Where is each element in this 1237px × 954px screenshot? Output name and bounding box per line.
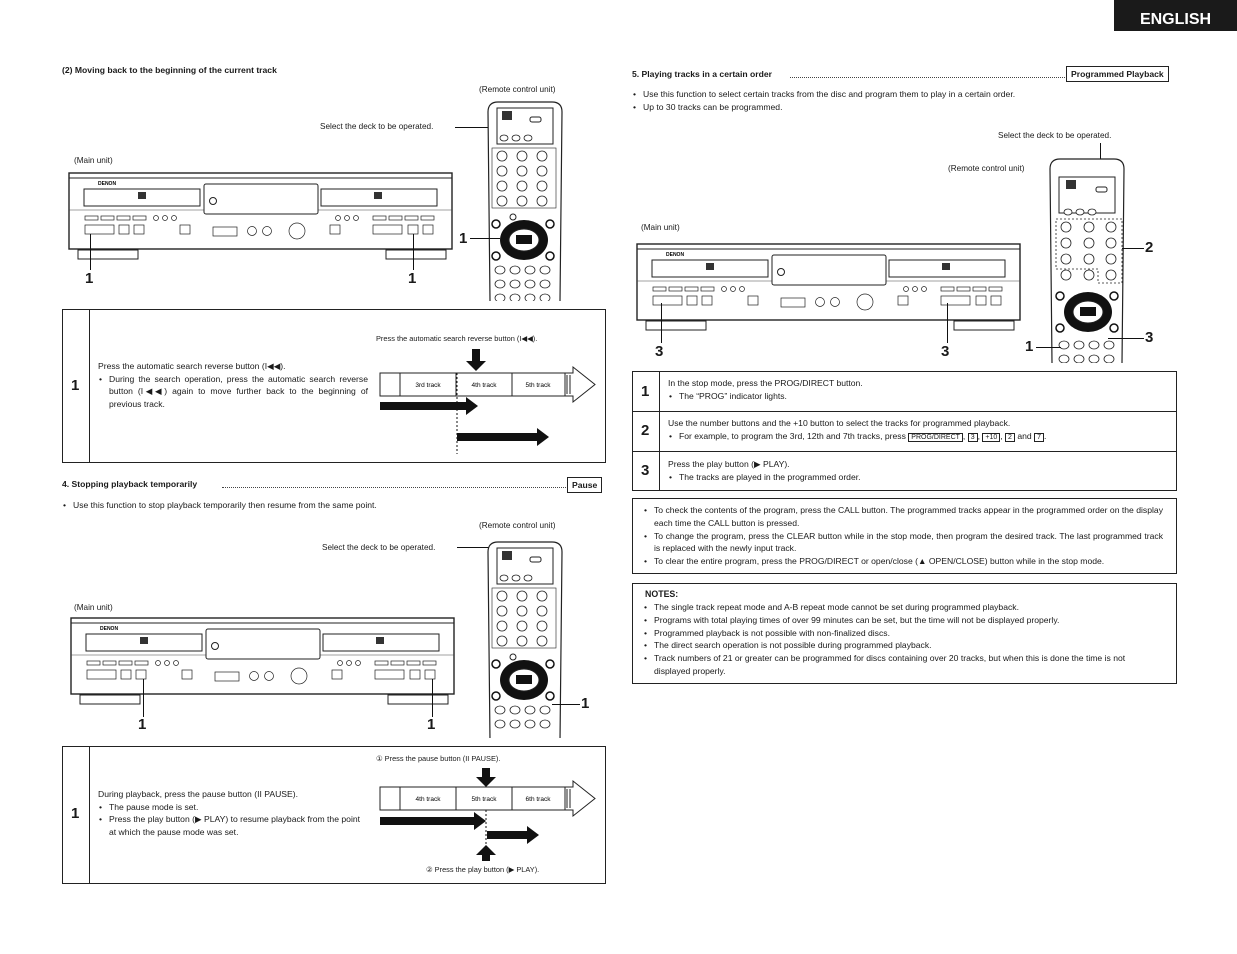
remote-label: (Remote control unit): [479, 85, 556, 94]
main-unit-label: (Main unit): [641, 223, 680, 232]
callout-line: [947, 303, 948, 343]
callout-number: 1: [427, 716, 436, 733]
tip-item: • To check the contents of the program, press the CALL button. The programmed tracks appear in the programmed order on the display each time the CALL button is pressed.: [643, 504, 1163, 530]
step-number: 1: [71, 805, 80, 822]
main-unit-illustration: [68, 172, 453, 262]
cd-recorder-drawing: [68, 172, 453, 262]
intro-bullet: • Use this function to stop playback temporarily then resume from the same point.: [62, 499, 582, 512]
step-number: 2: [641, 422, 650, 439]
diagram-caption: ① Press the pause button (II PAUSE).: [376, 754, 501, 763]
intro-bullet: • Up to 30 tracks can be programmed.: [632, 101, 1172, 114]
track-label: 4th track: [415, 796, 441, 803]
remote-label: (Remote control unit): [948, 164, 1025, 173]
remote-control-illustration: [482, 98, 568, 301]
function-tag: Pause: [567, 477, 602, 493]
key-2: 2: [1005, 433, 1015, 442]
step-text: In the stop mode, press the PROG/DIRECT button. • The “PROG” indicator lights.: [668, 377, 1168, 402]
callout-line: [1108, 338, 1144, 339]
section-title: 5. Playing tracks in a certain order: [632, 69, 772, 79]
track-label: 6th track: [525, 796, 551, 803]
step-text: Use the number buttons and the +10 button to select the tracks for programmed playback. • For example, to program the 3rd, 12th and 7th tracks, press PROG/DIRECT , 3 , +10 , 2 and 7 .: [668, 417, 1173, 444]
callout-line: [552, 704, 580, 705]
note-item: • The single track repeat mode and A-B repeat mode cannot be set during programmed playback.: [643, 601, 1163, 614]
select-deck-label: Select the deck to be operated.: [320, 122, 434, 131]
step-box: [62, 746, 606, 884]
step-number: 3: [641, 462, 650, 479]
note-item: • Programs with total playing times of over 99 minutes can be set, but the time will not be displayed properly.: [643, 614, 1163, 627]
track-label: 5th track: [525, 382, 551, 389]
remote-control-illustration: [482, 538, 568, 738]
key-plus10: +10: [982, 433, 1000, 442]
brand-logo: DENON: [98, 181, 117, 187]
tips-box: [632, 498, 1177, 574]
cd-recorder-drawing: [636, 243, 1021, 333]
note-item: • The direct search operation is not possible during programmed playback.: [643, 639, 1163, 652]
diagram-caption: Press the automatic search reverse button (I◀◀).: [376, 334, 538, 343]
callout-line: [90, 234, 91, 270]
select-deck-label: Select the deck to be operated.: [322, 543, 436, 552]
remote-label: (Remote control unit): [479, 521, 556, 530]
notes-title: NOTES:: [645, 589, 679, 599]
tip-item: • To change the program, press the CLEAR button while in the stop mode, then program the desired track. The last programmed track is replaced with the newly input track.: [643, 530, 1163, 556]
remote-drawing: [1044, 155, 1130, 363]
function-tag: Programmed Playback: [1066, 66, 1169, 82]
intro-bullet: • Use this function to select certain tracks from the disc and program them to play in a certain order.: [632, 88, 1172, 101]
dot-leader: [790, 77, 1065, 78]
step-text: Press the play button (▶ PLAY). • The tracks are played in the programmed order.: [668, 458, 1168, 483]
remote-drawing: [482, 538, 568, 738]
section-title: (2) Moving back to the beginning of the current track: [62, 65, 277, 75]
step-bullet: • The “PROG” indicator lights.: [668, 390, 1168, 403]
step-bullet: • Press the play button (▶ PLAY) to resume playback from the point at which the pause mode was set.: [98, 813, 368, 839]
track-diagram: [379, 767, 599, 863]
language-tab: ENGLISH: [1114, 0, 1237, 31]
step-bullet: • The tracks are played in the programmed order.: [668, 471, 1168, 484]
track-label: 5th track: [471, 796, 497, 803]
key-prog-direct: PROG/DIRECT: [908, 433, 963, 442]
select-deck-label: Select the deck to be operated.: [998, 131, 1112, 140]
step-bullet: • During the search operation, press the automatic search reverse button (I◀◀) again to move further back to the beginning of previous track.: [98, 373, 368, 411]
track-diagram: [379, 348, 599, 454]
note-item: • Track numbers of 21 or greater can be programmed for discs containing over 20 tracks, but when this is done the time is not displayed properly.: [643, 652, 1163, 678]
callout-line: [661, 303, 662, 343]
key-3: 3: [968, 433, 978, 442]
step-text: During playback, press the pause button (II PAUSE). • The pause mode is set. • Press the play button (▶ PLAY) to resume playback from the point at which the pause mode was set.: [98, 788, 368, 839]
key-7: 7: [1034, 433, 1044, 442]
callout-number: 1: [138, 716, 147, 733]
step-box: [62, 309, 606, 463]
step-text: Press the automatic search reverse button (I◀◀). • During the search operation, press the automatic search reverse button (I◀◀) again to move further back to the beginning of previous track.: [98, 360, 368, 411]
remote-control-illustration: [1044, 155, 1130, 363]
step-number: 1: [71, 377, 80, 394]
main-unit-label: (Main unit): [74, 603, 113, 612]
steps-table: [632, 371, 1177, 491]
callout-line: [413, 234, 414, 270]
note-item: • Programmed playback is not possible with non-finalized discs.: [643, 627, 1163, 640]
callout-number: 1: [1025, 338, 1034, 355]
main-unit-illustration: [636, 243, 1021, 333]
callout-line: [1122, 248, 1144, 249]
diagram-caption: ② Press the play button (▶ PLAY).: [426, 865, 540, 874]
callout-number: 3: [941, 343, 950, 360]
track-label: 3rd track: [415, 382, 441, 389]
main-unit-illustration: [70, 617, 455, 707]
callout-number: 3: [655, 343, 664, 360]
brand-logo: DENON: [666, 252, 685, 258]
callout-line: [1036, 347, 1061, 348]
callout-number: 1: [85, 270, 94, 287]
callout-number: 1: [408, 270, 417, 287]
step-bullet: • For example, to program the 3rd, 12th and 7th tracks, press PROG/DIRECT , 3 , +10 , 2 and 7 .: [668, 430, 1173, 445]
main-unit-label: (Main unit): [74, 156, 113, 165]
step-number: 1: [641, 383, 650, 400]
callout-number: 1: [459, 230, 468, 247]
section-title: 4. Stopping playback temporarily: [62, 479, 198, 489]
callout-number: 1: [581, 695, 590, 712]
track-label: 4th track: [471, 382, 497, 389]
callout-line: [143, 679, 144, 717]
callout-line: [470, 238, 500, 239]
notes-box: [632, 583, 1177, 684]
step-bullet: • The pause mode is set.: [98, 801, 368, 814]
callout-number: 2: [1145, 239, 1154, 256]
callout-line: [432, 679, 433, 717]
cd-recorder-drawing: [70, 617, 455, 707]
remote-drawing: [482, 98, 568, 301]
brand-logo: DENON: [100, 626, 119, 632]
dot-leader: [222, 487, 566, 488]
callout-number: 3: [1145, 329, 1154, 346]
tip-item: • To clear the entire program, press the PROG/DIRECT or open/close (▲ OPEN/CLOSE) button while in the stop mode.: [643, 555, 1163, 568]
